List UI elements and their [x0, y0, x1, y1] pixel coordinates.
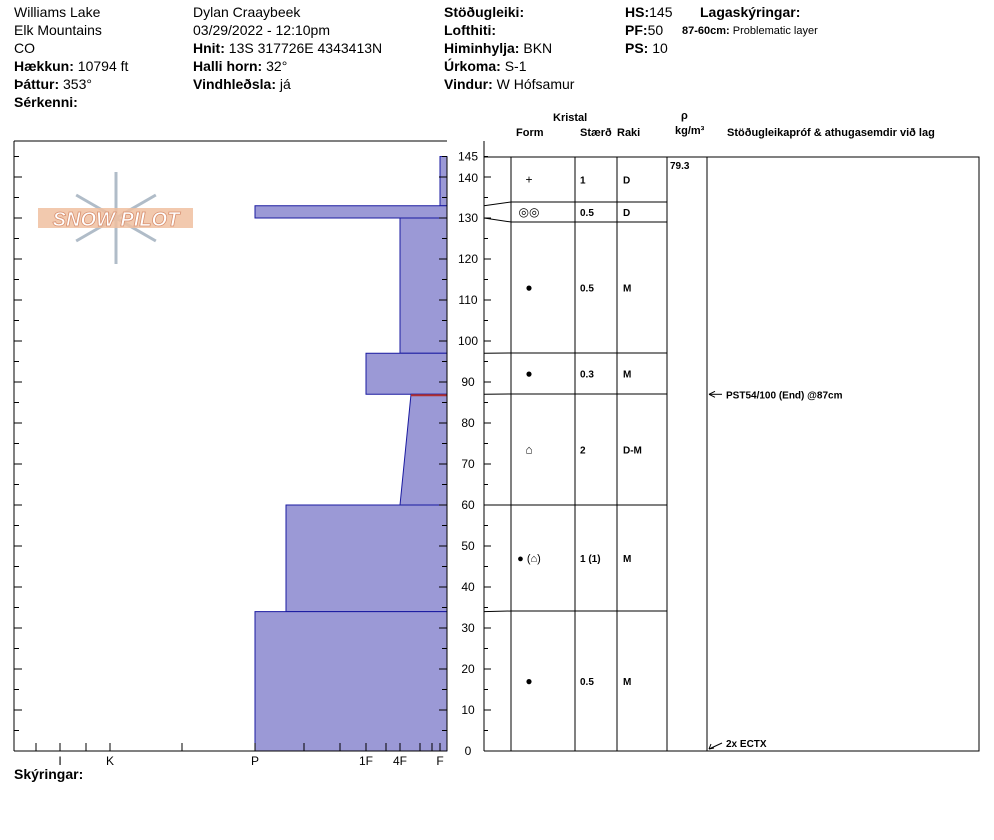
- grain-size: 0.5: [580, 677, 594, 688]
- grain-form-symbol: ●: [525, 280, 533, 295]
- grain-form-symbol: ● (⌂): [517, 553, 541, 565]
- grain-form-symbol: ●: [525, 366, 533, 381]
- moisture: D-M: [623, 445, 642, 457]
- depth-tick-label: 145: [457, 149, 479, 164]
- wind-loading-label: Vindhleðsla:: [193, 76, 276, 92]
- layer-note-text: Problematic layer: [732, 25, 818, 37]
- grain-size: 0.5: [580, 283, 594, 295]
- moisture: M: [623, 554, 632, 565]
- precip-label: Úrkoma:: [444, 58, 501, 74]
- mountain-range: Elk Mountains: [14, 22, 102, 38]
- depth-tick-label: 20: [461, 662, 475, 676]
- precip-value: S-1: [504, 58, 527, 74]
- crystal-header: Kristal: [553, 112, 588, 124]
- ps-value: 10: [652, 40, 668, 56]
- grain-size: 0.5: [580, 208, 594, 219]
- test-arrow: [709, 743, 722, 749]
- grain-size: 1: [580, 175, 586, 187]
- pf-label: PF:: [625, 22, 648, 38]
- density-unit-header: kg/m³: [675, 125, 705, 137]
- depth-tick-label: 120: [457, 252, 479, 266]
- depth-tick-label: 80: [461, 416, 475, 430]
- grain-form-symbol: ●: [525, 674, 533, 688]
- hardness-block: [366, 353, 447, 394]
- hardness-tick-label: 4F: [392, 754, 408, 768]
- depth-tick-label: 130: [457, 211, 479, 225]
- depth-tick-label: 10: [461, 703, 475, 717]
- coords-label: Hnit:: [193, 40, 225, 56]
- density-value: 79.3: [670, 161, 690, 172]
- elevation-label: Hækkun:: [14, 58, 74, 74]
- depth-tick-label: 70: [461, 457, 475, 471]
- hardness-block: [255, 612, 447, 751]
- logo-text: SNOW PILOT: [52, 209, 180, 231]
- stability-test: 2x ECTX: [726, 739, 767, 750]
- hardness-tick-label: K: [105, 754, 115, 768]
- coords-value: 13S 317726E 4343413N: [228, 40, 383, 56]
- ps-label: PS:: [625, 40, 649, 56]
- depth-tick-label: 40: [461, 580, 475, 594]
- depth-tick-label: 100: [457, 334, 479, 348]
- hardness-block: [400, 218, 447, 353]
- grain-form-symbol: +: [525, 172, 533, 187]
- form-header: Form: [516, 127, 544, 139]
- slope-label: Halli horn:: [193, 58, 263, 74]
- wind-label: Vindur:: [444, 76, 493, 92]
- size-header: Stærð: [580, 127, 612, 139]
- state: CO: [14, 40, 35, 56]
- layer-note-range: 87-60cm:: [682, 25, 730, 37]
- depth-tick-label: 50: [461, 539, 475, 553]
- features-label: Sérkenni:: [14, 94, 78, 110]
- depth-tick-label: 110: [458, 293, 478, 307]
- aspect-value: 353°: [63, 76, 92, 92]
- datetime: 03/29/2022 - 12:10pm: [193, 22, 330, 38]
- sky-value: BKN: [523, 40, 553, 56]
- notes-label: Skýringar:: [14, 766, 84, 782]
- moisture-header: Raki: [617, 127, 641, 139]
- rho-header: ρ: [681, 110, 688, 122]
- grain-form-symbol: ⌂: [525, 442, 533, 457]
- layer-connector: [484, 218, 511, 222]
- depth-tick-label: 30: [461, 621, 475, 635]
- stability-label: Stöðugleiki:: [444, 4, 525, 20]
- tests-header: Stöðugleikapróf & athugasemdir við lag: [727, 127, 935, 139]
- layer-notes-label: Lagaskýringar:: [700, 4, 801, 20]
- hs-label: HS:: [625, 4, 650, 20]
- air-temp-label: Lofthiti:: [444, 22, 497, 38]
- wind-value: W Hófsamur: [496, 76, 575, 92]
- hardness-block: [400, 394, 447, 505]
- hardness-block: [440, 157, 447, 206]
- location: Williams Lake: [14, 4, 101, 20]
- depth-tick-label: 90: [461, 375, 475, 389]
- stability-test: PST54/100 (End) @87cm: [726, 390, 843, 402]
- aspect-label: Þáttur:: [14, 76, 60, 92]
- layer-connector: [484, 202, 511, 206]
- elevation-value: 10794 ft: [77, 58, 129, 74]
- sky-label: Himinhylja:: [444, 40, 520, 56]
- hardness-block: [286, 505, 447, 612]
- grain-form-symbol: ◎◎: [518, 205, 540, 219]
- grain-size: 0.3: [580, 369, 594, 381]
- hs-value: 145: [649, 4, 673, 20]
- moisture: M: [623, 369, 632, 381]
- pf-value: 50: [647, 22, 664, 38]
- observer: Dylan Craaybeek: [193, 4, 301, 20]
- depth-tick-label: 140: [457, 171, 479, 185]
- grain-size: 1 (1): [580, 554, 601, 565]
- hardness-block: [255, 206, 447, 218]
- depth-tick-label: 0: [464, 744, 472, 758]
- hardness-tick-label: F: [436, 754, 444, 768]
- hardness-tick-label: 1F: [358, 754, 374, 768]
- hardness-tick-label: P: [250, 754, 260, 768]
- moisture: D: [623, 175, 631, 187]
- moisture: D: [623, 208, 631, 219]
- layer-connector: [484, 611, 511, 612]
- grain-size: 2: [580, 445, 586, 457]
- moisture: M: [623, 283, 632, 295]
- moisture: M: [623, 677, 632, 688]
- wind-loading-value: já: [279, 76, 291, 92]
- depth-tick-label: 60: [461, 498, 475, 512]
- slope-value: 32°: [266, 58, 288, 74]
- hardness-tick-label: I: [58, 754, 62, 768]
